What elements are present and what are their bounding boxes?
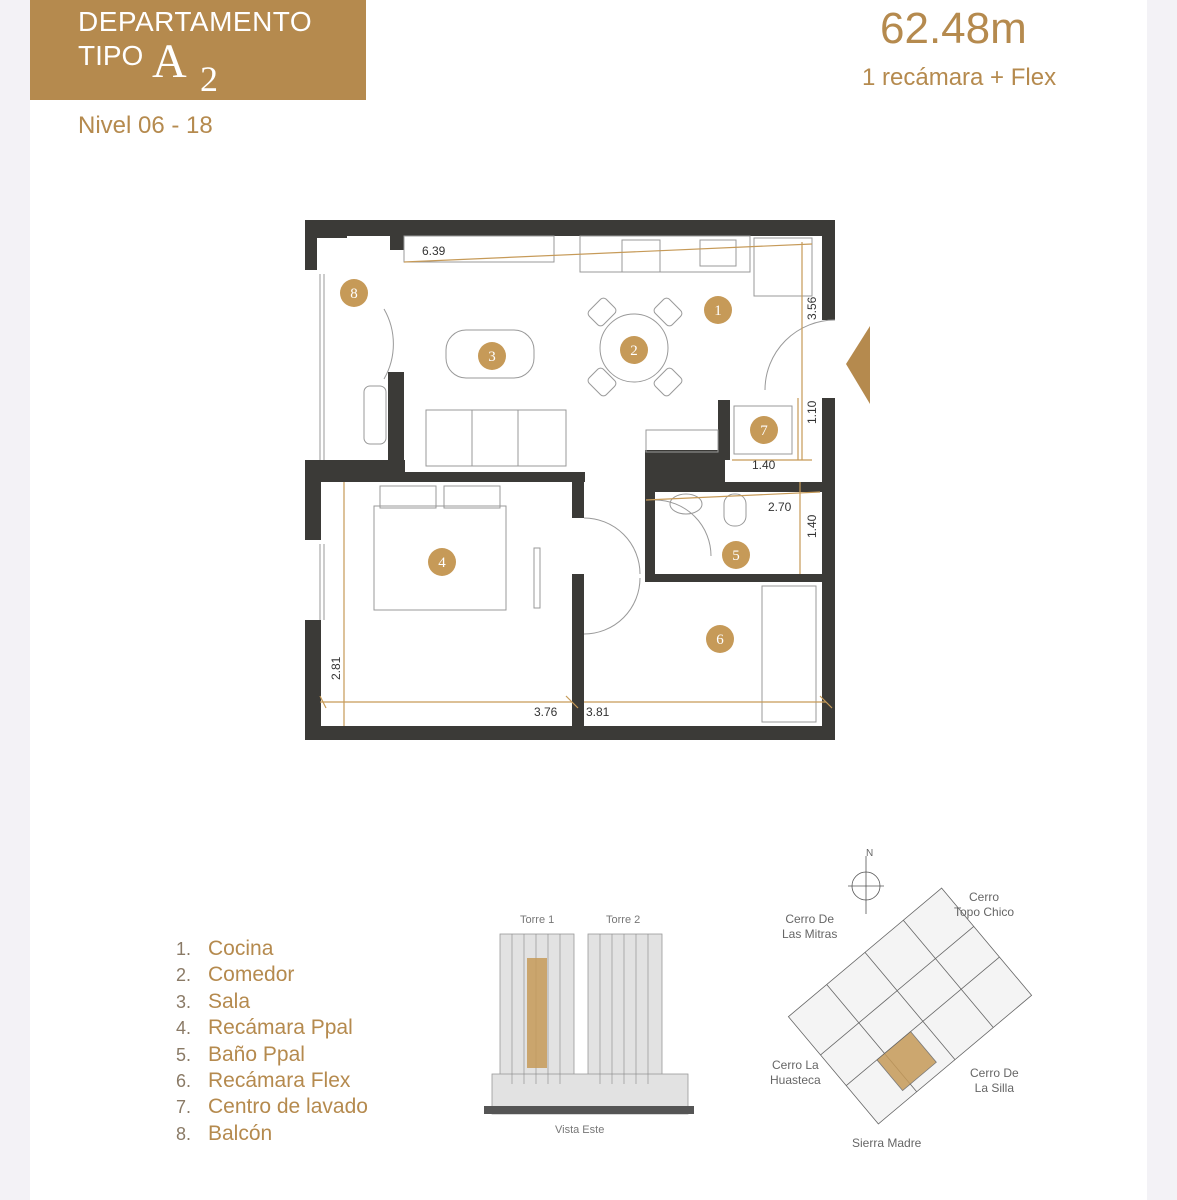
cerro-topo-chico-label [954,890,1014,920]
marker-7: 7 [760,423,768,439]
dim-bedroom-width: 3.76 [534,705,558,719]
marker-8: 8 [350,286,358,302]
marker-1: 1 [714,303,722,319]
room-legend [176,936,368,1147]
sierra-madre-label: Sierra Madre [852,1136,922,1150]
legend-label: Recámara Ppal [208,1016,353,1040]
legend-num: 1. [176,939,192,959]
cerro-silla-label [970,1066,1019,1096]
legend-label: Sala [208,989,251,1013]
tower2-label: Torre 2 [606,914,641,926]
cerro-silla-line1: Cerro De [970,1066,1019,1080]
dim-flex-width: 3.81 [586,705,610,719]
level-range: Nivel 06 - 18 [78,112,213,139]
brand-text [507,0,660,1]
cerro-huasteca-line2: Huasteca [770,1073,821,1087]
cerro-huasteca-line1: Cerro La [772,1058,819,1072]
legend-label: Recámara Flex [208,1068,351,1092]
header-title-line1: DEPARTAMENTO [78,6,313,37]
dim-laundry-width: 1.40 [752,458,776,472]
towers-elevation [482,908,722,1143]
dim-bath-width: 2.70 [768,500,792,514]
legend-num: 6. [176,1070,192,1091]
legend-item [176,1094,368,1120]
legend-item [176,936,368,962]
cerro-silla-line2: La Silla [974,1081,1015,1095]
tower1-label: Torre 1 [520,914,555,926]
legend-item [176,1042,368,1068]
legend-num: 4. [176,1018,192,1039]
legend-label: Balcón [208,1121,273,1145]
header-title-line2: TIPO [78,40,144,71]
cerro-mitras-line2: Las Mitras [782,927,838,941]
legend-label: Comedor [208,963,295,987]
cerro-topo-chico-line1: Cerro [969,890,1000,904]
legend-num: 5. [176,1044,192,1065]
floor-plan [300,214,880,744]
marker-6: 6 [716,632,724,648]
legend-num: 8. [176,1123,192,1144]
unit-type-letter: A [152,35,187,88]
marker-5: 5 [732,548,740,564]
legend-label: Cocina [208,937,274,960]
legend-item [176,1121,368,1147]
dim-bath-depth: 1.40 [805,514,819,538]
marker-4: 4 [438,555,446,571]
dim-bedroom-depth: 2.81 [329,656,343,680]
cerro-mitras-line1: Cerro De [785,912,835,926]
orientation-map [770,846,1040,1171]
north-label: N [866,848,874,859]
cerro-huasteca-label [770,1058,821,1088]
unit-type-number: 2 [200,59,218,99]
unit-rooms: 1 recámara + Flex [862,64,1057,91]
legend-label: Baño Ppal [208,1042,305,1066]
towers-drawing [482,908,722,1138]
legend-num: 2. [176,965,192,986]
dim-laundry-height: 1.10 [805,400,819,424]
dim-kitchen-depth: 3.56 [805,296,819,320]
legend-item [176,1068,368,1094]
unit-area: 62.48m [880,4,1027,53]
marker-3: 3 [488,349,496,365]
dim-kitchen-width: 6.39 [422,244,446,258]
legend-item [176,962,368,988]
legend-num: 3. [176,991,192,1012]
legend-label: Centro de lavado [208,1095,368,1119]
marker-2: 2 [630,343,638,359]
legend-item [176,1015,368,1041]
cerro-mitras-label [782,912,837,942]
legend-num: 7. [176,1097,192,1118]
legend-item [176,989,368,1015]
view-label: Vista Este [555,1124,605,1136]
cerro-topo-chico-line2: Topo Chico [954,905,1015,919]
